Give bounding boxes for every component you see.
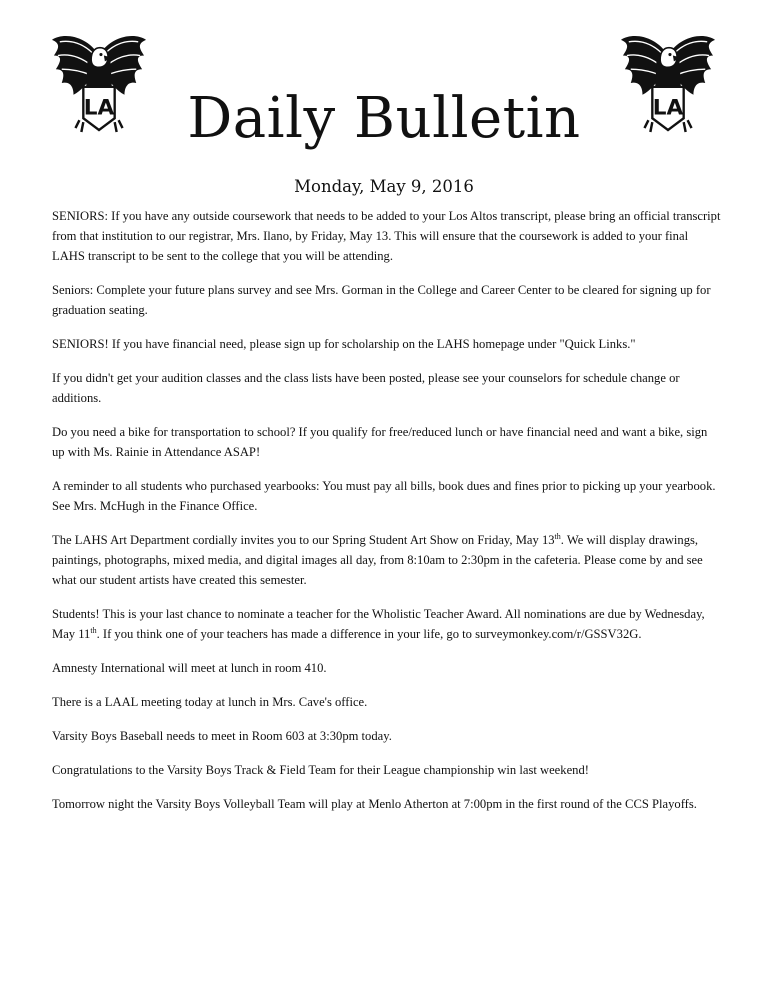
announcement-laal-meeting: There is a LAAL meeting today at lunch in Mrs. Cave's office.: [52, 695, 368, 709]
announcement-art-show: The LAHS Art Department cordially invites you to our Spring Student Art Show on Friday, May 13th. We will display drawings, paintings, photographs, mixed media, and digital images all day, from 8:10am to 2:30pm in the cafeteria. Please come by and see what our student artists have created this semester.: [52, 531, 703, 587]
page-title: Daily Bulletin: [187, 86, 581, 151]
announcement-baseball: Varsity Boys Baseball needs to meet in Room 603 at 3:30pm today.: [52, 729, 392, 743]
announcement-bike: Do you need a bike for transportation to school? If you qualify for free/reduced lunch or have financial need and want a bike, sign up with Ms. Rainie in Attendance ASAP!: [52, 425, 708, 459]
announcement-seniors-transcript: SENIORS: If you have any outside coursework that needs to be added to your Los Altos transcript, please bring an official transcript from that institution to our registrar, Mrs. Ilano, by Friday, May 13. This will ensure that the coursework is added to your final LAHS transcript to be sent to the college that you will be attending.: [52, 209, 721, 263]
announcement-track-field: Congratulations to the Varsity Boys Track & Field Team for their League championship win last weekend!: [52, 763, 589, 777]
svg-text:LA: LA: [652, 95, 684, 121]
announcement-list: [52, 206, 722, 828]
announcement-audition-classes: If you didn't get your audition classes and the class lists have been posted, please see your counselors for schedule change or additions.: [52, 371, 680, 405]
bulletin-date: Monday, May 9, 2016: [294, 177, 474, 196]
announcement-teacher-award: Students! This is your last chance to nominate a teacher for the Wholistic Teacher Award. All nominations are due by Wednesday, May 11th. If you think one of your teachers has made a difference in your life, go to surveymonkey.com/r/GSSV32G.: [52, 607, 705, 641]
svg-text:LA: LA: [83, 95, 115, 121]
announcement-volleyball: Tomorrow night the Varsity Boys Volleyball Team will play at Menlo Atherton at 7:00pm in the first round of the CCS Playoffs.: [52, 797, 697, 811]
announcement-future-plans-survey: Seniors: Complete your future plans survey and see Mrs. Gorman in the College and Career Center to be cleared for signing up for graduation seating.: [52, 283, 711, 317]
announcement-yearbook: A reminder to all students who purchased yearbooks: You must pay all bills, book dues and fines prior to picking up your yearbook. See Mrs. McHugh in the Finance Office.: [52, 479, 716, 513]
announcement-amnesty: Amnesty International will meet at lunch in room 410.: [52, 661, 327, 675]
announcement-scholarship: SENIORS! If you have financial need, please sign up for scholarship on the LAHS homepage under "Quick Links.": [52, 337, 636, 351]
